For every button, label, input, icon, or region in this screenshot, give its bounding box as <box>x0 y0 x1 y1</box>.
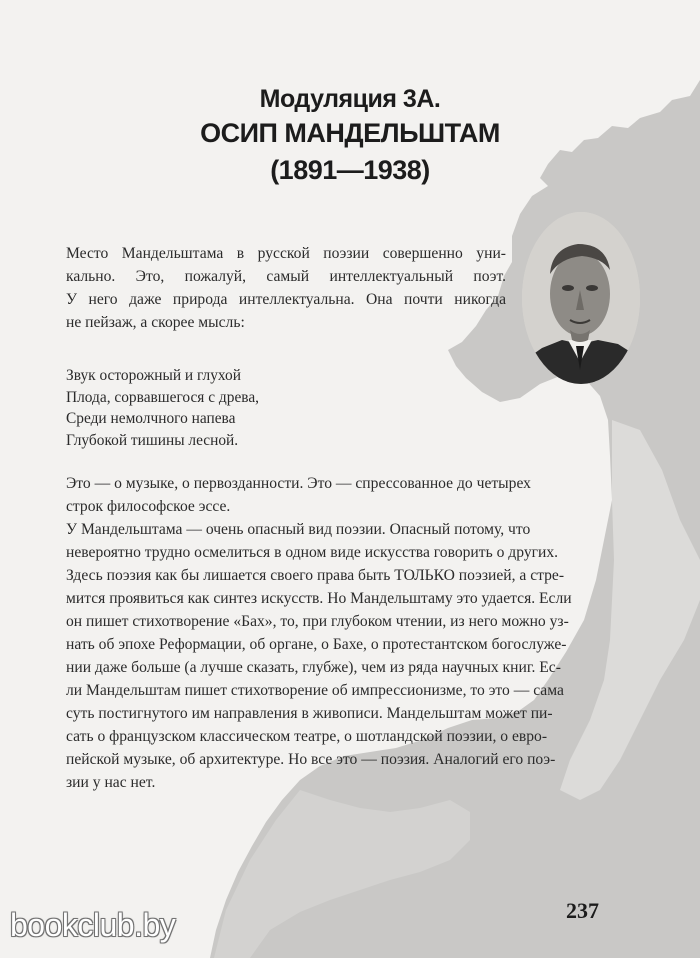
poem-quote <box>66 365 259 451</box>
text-line: пейской музыке, об архитектуре. Но все это — поэзия. Аналогий его поэ- <box>66 751 556 768</box>
poem-line: Глубокой тишины лесной. <box>66 431 239 449</box>
text-line: нии даже больше (а лучше сказать, глубже), чем из ряда научных книг. Ес- <box>66 659 561 676</box>
text-line: зии у нас нет. <box>66 774 156 791</box>
text-line: он пишет стихотворение «Бах», то, при глубоком чтении, из него можно уз- <box>66 613 569 630</box>
text-line: суть постигнутого им направления в живописи. Мандельштам может пи- <box>66 705 553 722</box>
title-modulation: Модуляция 3А. <box>259 85 441 113</box>
watermark: bookclub.by <box>10 907 176 943</box>
text-line: строк философское эссе. <box>66 498 231 515</box>
poem-line: Плода, сорвавшегося с древа, <box>66 388 260 406</box>
text-line: Это — о музыке, о первозданности. Это — спрессованное до четырех <box>66 475 531 492</box>
paragraph-intro <box>66 242 506 334</box>
paragraph-dangerous-poetry <box>66 518 606 794</box>
text-line: не пейзаж, а скорее мысль: <box>66 314 245 331</box>
text-line: нать об эпохе Реформации, об органе, о Бахе, о протестантском богослуже- <box>66 636 567 653</box>
text-line: кально. Это, пожалуй, самый интеллектуальный поэт. <box>66 268 506 285</box>
text-line: Место Мандельштама в русской поэзии совершенно уни- <box>66 245 506 262</box>
poem-line: Звук осторожный и глухой <box>66 367 241 384</box>
poem-line: Среди немолчного напева <box>66 410 236 427</box>
text-line: У него даже природа интеллектуальна. Она почти никогда <box>66 291 506 308</box>
title-poet-name: ОСИП МАНДЕЛЬШТАМ <box>200 118 500 148</box>
text-line: ли Мандельштам пишет стихотворение об импрессионизме, то это — сама <box>66 682 564 699</box>
portrait-photo <box>522 212 640 384</box>
text-line: У Мандельштама — очень опасный вид поэзии. Опасный потому, что <box>66 521 531 538</box>
portrait-illustration <box>522 212 640 384</box>
text-line: сать о французском классическом театре, о шотландской поэзии, о евро- <box>66 728 548 745</box>
chapter-title <box>150 82 550 190</box>
text-line: Здесь поэзия как бы лишается своего права быть ТОЛЬКО поэзией, а стре- <box>66 567 565 584</box>
paragraph-music <box>66 472 606 518</box>
text-line: невероятно трудно осмелиться в одном виде искусства говорить о других. <box>66 544 559 561</box>
page-number: 237 <box>566 898 599 923</box>
title-years: (1891—1938) <box>270 155 430 185</box>
text-line: мится проявиться как синтез искусств. Но Мандельштаму это удается. Если <box>66 590 572 607</box>
